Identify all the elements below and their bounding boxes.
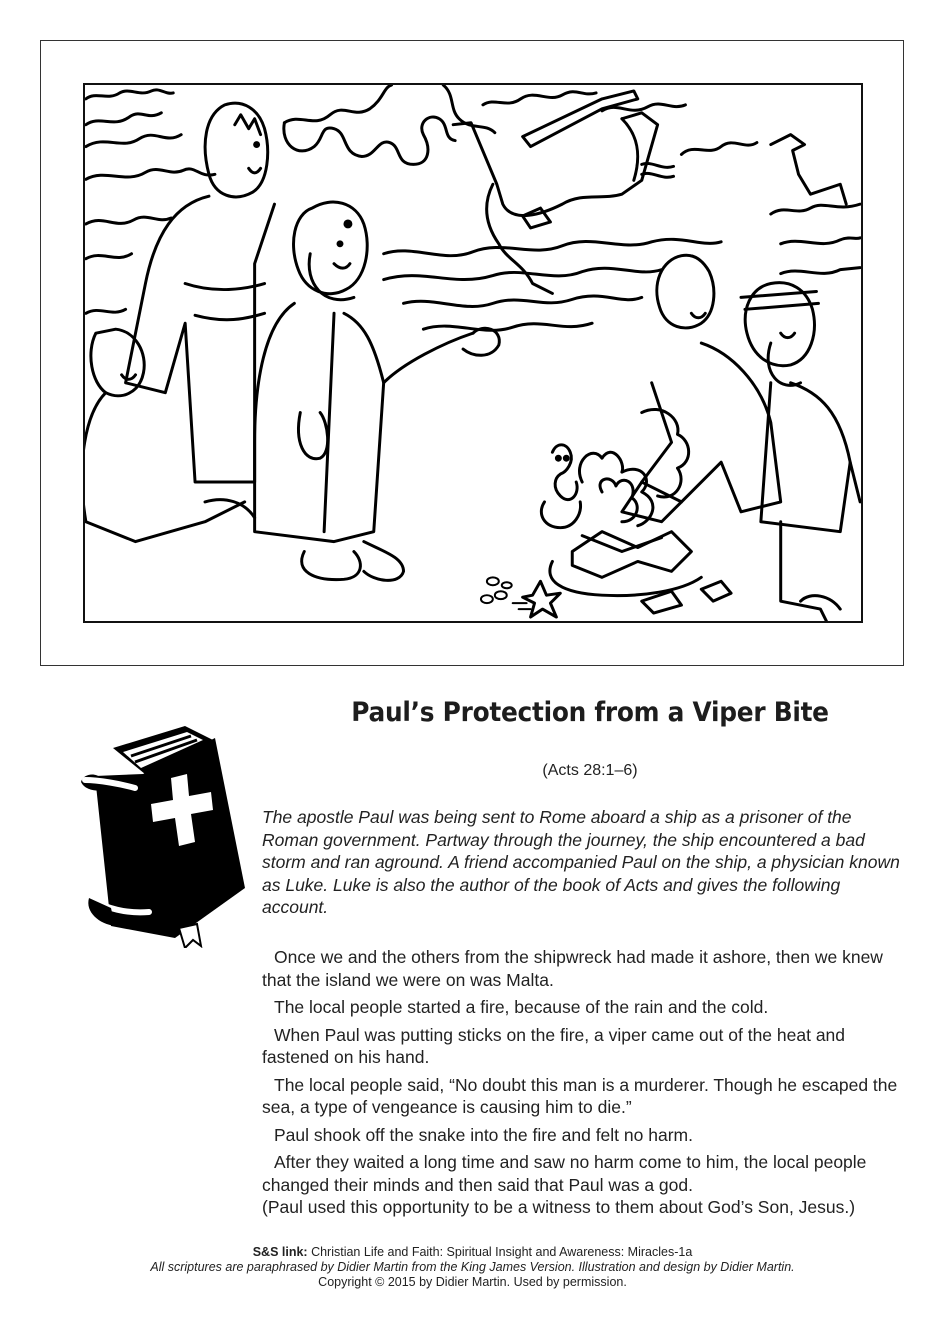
account-paragraph: When Paul was putting sticks on the fire, a viper came out of the heat and fastened on his hand. [262, 1024, 846, 1067]
scripture-account [262, 946, 902, 1224]
intro-text [262, 806, 902, 919]
paul [255, 202, 500, 580]
illustration [83, 83, 863, 623]
onlookers [85, 103, 860, 621]
account-paragraph: Paul shook off the snake into the fire and felt no harm. [274, 1124, 693, 1145]
account-paragraph: The local people started a fire, because of the rain and the cold. [274, 997, 769, 1017]
account-paragraph: The local people said, “No doubt this man is a murderer. Though he escaped the sea, a type of vengeance is causing him to die.” [262, 1074, 898, 1117]
shipwreck [453, 91, 846, 293]
ss-link-text: Christian Life and Faith: Spiritual Insight and Awareness: Miracles-1a [307, 1245, 693, 1259]
account-closing: (Paul used this opportunity to be a witness to them about God’s Son, Jesus.) [262, 1197, 856, 1217]
intro-paragraph: The apostle Paul was being sent to Rome aboard a ship as a prisoner of the Roman government. Partway through the journey, the ship encountered a bad storm and ran aground. A friend accompanied Paul on the ship, a physician known as Luke. Luke is also the author of the book of Acts and gives the following account. [262, 807, 900, 917]
account-paragraph: Once we and the others from the shipwreck had made it ashore, then we knew that the island we were on was Malta. [262, 947, 883, 990]
scripture-reference: (Acts 28:1–6) [542, 762, 638, 779]
viper [541, 445, 580, 528]
campfire [550, 409, 701, 595]
starfish [523, 581, 731, 617]
ss-link-line [60, 1245, 885, 1260]
pebbles [481, 577, 531, 609]
attribution: All scriptures are paraphrased by Didier Martin from the King James Version. Illustration and design by Didier Martin. [150, 1260, 795, 1274]
bible-with-cross-icon [75, 718, 250, 948]
copyright: Copyright © 2015 by Didier Martin. Used by permission. [318, 1275, 627, 1289]
page-title: Paul’s Protection from a Viper Bite [351, 697, 829, 728]
footer [60, 1245, 885, 1290]
account-paragraph: After they waited a long time and saw no harm come to him, the local people changed their minds and then said that Paul was a god. [262, 1152, 867, 1195]
ss-link-label: S&S link: [252, 1245, 308, 1259]
